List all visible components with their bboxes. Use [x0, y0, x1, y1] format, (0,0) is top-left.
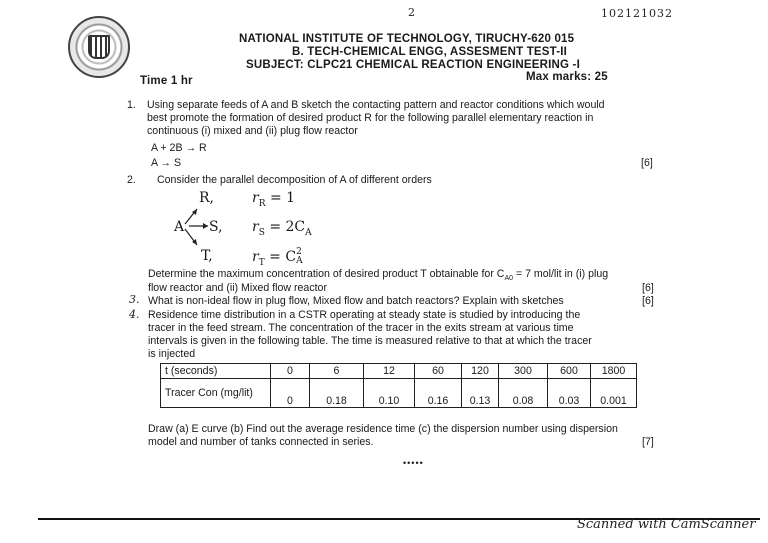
scanner-watermark: Scanned with CamScanner	[577, 517, 756, 532]
table-cell: 0.10	[364, 379, 415, 408]
q1-line2: best promote the formation of desired product R for the following parallel elementary reaction in	[147, 112, 594, 124]
product-s: S,	[209, 219, 223, 235]
q1-line3: continuous (i) mixed and (ii) plug flow reactor	[147, 125, 358, 137]
rate-s: $r_S = 2C_A$	[252, 219, 312, 238]
table-cell: 0.001	[591, 379, 637, 408]
table-cell: 0.18	[310, 379, 364, 408]
q1-number: 1.	[127, 99, 136, 111]
table-cell: 0	[271, 379, 310, 408]
roll-number: 102121032	[601, 7, 673, 20]
rate-t: $r_T = C$ 2 A	[252, 247, 303, 268]
q1-line1: Using separate feeds of A and B sketch the contacting pattern and reactor conditions which would	[147, 99, 605, 111]
table-cell: 0.16	[415, 379, 462, 408]
q3-text: What is non-ideal flow in plug flow, Mixed flow and batch reactors? Explain with sketches	[148, 295, 564, 307]
table-cell: 600	[548, 364, 591, 379]
table-cell: 60	[415, 364, 462, 379]
q4-line4: is injected	[148, 348, 196, 360]
table-cell: 0	[271, 364, 310, 379]
table-cell: 1800	[591, 364, 637, 379]
table-row-concentration	[161, 379, 637, 408]
table-header-time: t (seconds)	[161, 364, 271, 379]
table-cell: 0.13	[462, 379, 499, 408]
time-allowed: Time 1 hr	[140, 75, 193, 87]
q1-reaction2: A → S	[151, 157, 182, 169]
product-t: T,	[201, 248, 213, 264]
q4-line2: tracer in the feed stream. The concentration of the tracer in the exits stream at various time	[148, 322, 574, 334]
q1-marks: [6]	[641, 157, 653, 169]
emblem-tower-icon	[88, 35, 110, 59]
reactant-a: A	[174, 219, 185, 235]
table-row-time	[161, 364, 637, 379]
q4-line3: intervals is given in the following table. The time is measured relative to that at which the tracer	[148, 335, 592, 347]
subject-title: SUBJECT: CLPC21 CHEMICAL REACTION ENGINEERING -I	[246, 59, 580, 71]
table-cell: 300	[499, 364, 548, 379]
q2-number: 2.	[127, 174, 136, 186]
institute-emblem-icon	[68, 16, 130, 78]
product-r: R,	[199, 190, 214, 206]
q2-marks: [6]	[642, 282, 654, 294]
q1-reaction1: A + 2B → R	[151, 142, 207, 154]
max-marks: Max marks: 25	[526, 71, 608, 83]
q2-intro: Consider the parallel decomposition of A of different orders	[157, 174, 432, 186]
rate-r: $r_R = 1$	[252, 190, 296, 209]
q4-marks: [7]	[642, 436, 654, 448]
tracer-table	[160, 363, 637, 408]
course-title: B. TECH-CHEMICAL ENGG, ASSESMENT TEST-II	[292, 46, 568, 58]
table-header-concentration: Tracer Con (mg/lit)	[161, 379, 271, 408]
q4-number: 4.	[129, 308, 140, 321]
q2-line2: flow reactor and (ii) Mixed flow reactor	[148, 282, 327, 294]
q3-marks: [6]	[642, 295, 654, 307]
q4-task2: model and number of tanks connected in series.	[148, 436, 374, 448]
table-cell: 120	[462, 364, 499, 379]
institute-name: NATIONAL INSTITUTE OF TECHNOLOGY, TIRUCHY-620 015	[239, 33, 575, 45]
end-mark: •••••	[403, 458, 424, 468]
table-cell: 0.08	[499, 379, 548, 408]
table-cell: 6	[310, 364, 364, 379]
q3-number: 3.	[129, 293, 140, 306]
table-cell: 12	[364, 364, 415, 379]
q4-line1: Residence time distribution in a CSTR operating at steady state is studied by introducing the	[148, 309, 581, 321]
q2-line1: Determine the maximum concentration of desired product T obtainable for $C_{A0} = 7$ mol/lit in (i) plug	[148, 268, 609, 283]
table-cell: 0.03	[548, 379, 591, 408]
q4-task1: Draw (a) E curve (b) Find out the average residence time (c) the dispersion number using dispersion	[148, 423, 618, 435]
branch-arrows	[180, 202, 212, 252]
page-mark: 2	[408, 6, 415, 19]
